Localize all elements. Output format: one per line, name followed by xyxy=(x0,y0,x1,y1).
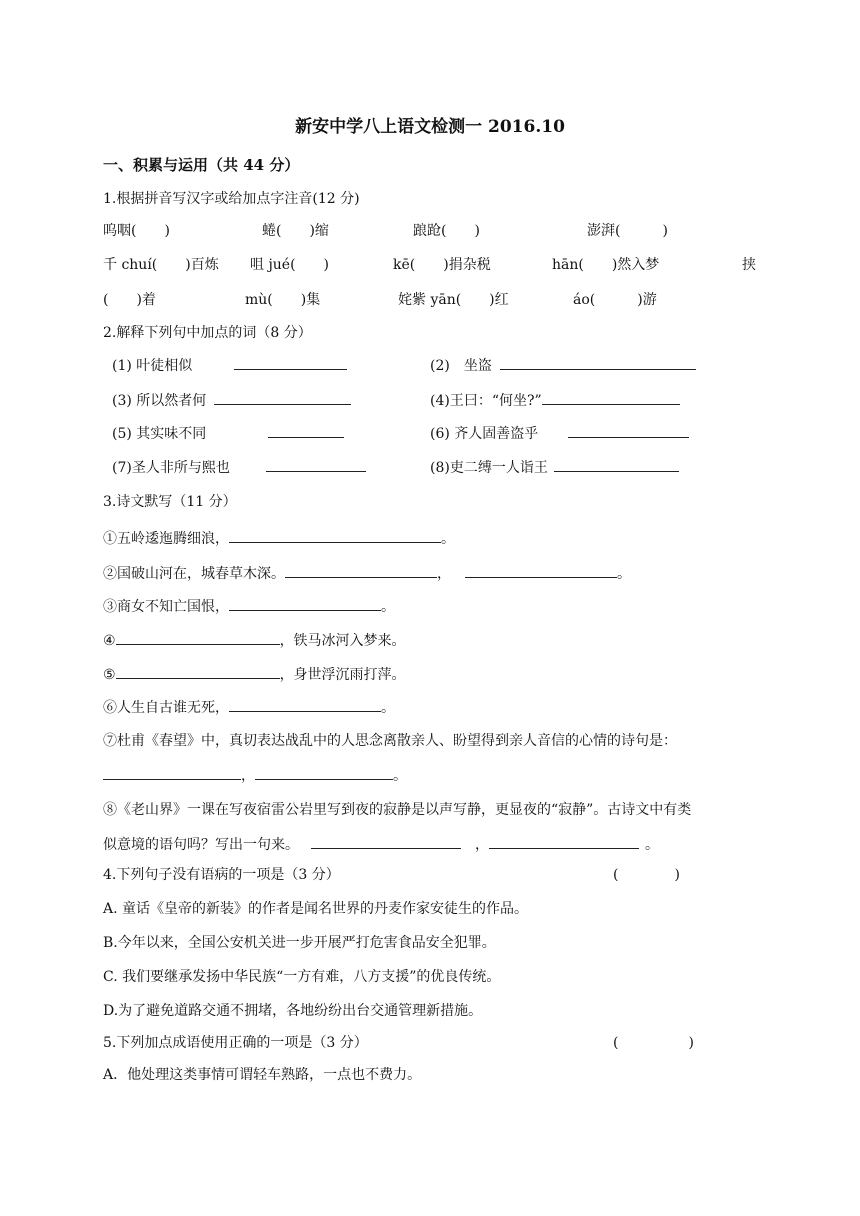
q1-item: 千 chuí( )百炼 xyxy=(103,257,219,273)
q1-item: 蜷( )缩 xyxy=(262,223,329,239)
q5-answer-parens: ( ) xyxy=(613,1035,694,1051)
q2-item: (3) 所以然者何 xyxy=(112,390,351,411)
q4-answer-parens: ( ) xyxy=(613,867,680,883)
q4-option: C. 我们要继承发扬中华民族“一方有难，八方支援”的优良传统。 xyxy=(103,969,501,985)
q3-line: ⑦杜甫《春望》中，真切表达战乱中的人思念离散亲人、盼望得到亲人音信的心情的诗句是： xyxy=(103,733,677,749)
q2-item: (1) 叶徒相似 xyxy=(112,355,347,376)
q4-option: B.今年以来，全国公安机关进一步开展严打危害食品安全犯罪。 xyxy=(103,935,496,951)
q1-heading: 1.根据拼音写汉字或给加点字注音(12 分) xyxy=(103,191,360,207)
q1-item: kē( )捐杂税 xyxy=(393,257,491,273)
section-1-heading: 一、积累与运用（共 44 分） xyxy=(103,156,300,174)
q3-line: ①五岭逶迤腾细浪， 。 xyxy=(103,528,455,549)
q5-heading: 5.下列加点成语使用正确的一项是（3 分） xyxy=(103,1035,368,1051)
q3-line: ④ ，铁马冰河入梦来。 xyxy=(103,630,406,651)
q1-item: 咀 jué( ) xyxy=(250,257,330,273)
q1-item: 挟 xyxy=(742,257,756,273)
q3-line: ⑧《老山界》一课在写夜宿雷公岩里写到夜的寂静是以声写静，更显夜的“寂静”。古诗文中有类 xyxy=(103,802,692,818)
q1-item: áo( )游 xyxy=(573,292,657,308)
page-title: 新安中学八上语文检测一 2016.10 xyxy=(295,117,565,137)
q1-item: 姹紫 yān( )红 xyxy=(398,292,509,308)
q1-item: 呜咽( ) xyxy=(103,223,170,239)
q1-item: ( )着 xyxy=(103,292,156,308)
q3-line: ⑥人生自古谁无死， 。 xyxy=(103,697,395,718)
q1-item: 澎湃( ) xyxy=(587,223,668,239)
q1-item: mù( )集 xyxy=(245,292,321,308)
q4-option: D.为了避免道路交通不拥堵，各地纷纷出台交通管理新措施。 xyxy=(103,1003,483,1019)
q2-item: (8)吏二缚一人诣王 xyxy=(430,457,679,478)
q2-heading: 2.解释下列句中加点的词（8 分） xyxy=(103,325,312,341)
q4-option: A. 童话《皇帝的新装》的作者是闻名世界的丹麦作家安徒生的作品。 xyxy=(103,901,529,917)
q3-line: ③商女不知亡国恨， 。 xyxy=(103,596,395,617)
q4-heading: 4.下列句子没有语病的一项是（3 分） xyxy=(103,867,340,883)
q2-item: (7)圣人非所与熙也 xyxy=(112,457,366,478)
q2-item: (2) 坐盗 xyxy=(430,355,696,376)
q2-item: (4)王曰：“何坐?” xyxy=(430,390,680,411)
q1-item: hān( )然入梦 xyxy=(552,257,660,273)
q3-line: 似意境的语句吗？写出一句来。 ， 。 xyxy=(103,834,659,855)
q3-line: ⑤ ，身世浮沉雨打萍。 xyxy=(103,664,406,685)
q5-option: A．他处理这类事情可谓轻车熟路，一点也不费力。 xyxy=(103,1067,422,1083)
q3-heading: 3.诗文默写（11 分） xyxy=(103,494,237,510)
q3-line: ， 。 xyxy=(103,765,407,786)
q2-item: (5) 其实味不同 xyxy=(112,423,344,444)
q1-item: 踉跄( ) xyxy=(413,223,480,239)
q3-line: ②国破山河在，城春草木深。 ， 。 xyxy=(103,563,631,584)
q2-item: (6) 齐人固善盗乎 xyxy=(430,423,689,444)
